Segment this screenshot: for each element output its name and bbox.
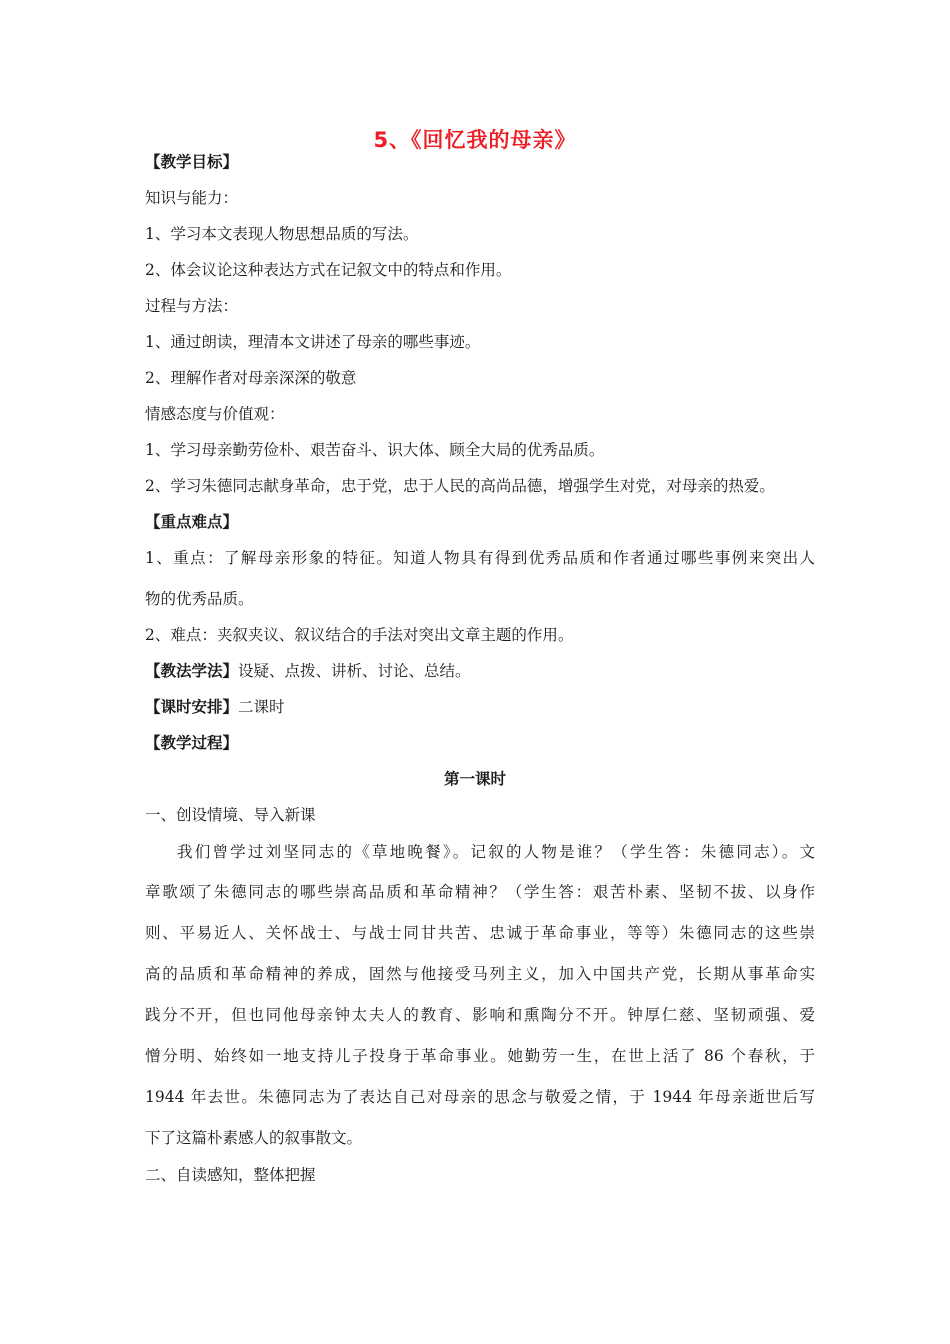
lesson-1-heading: 第一课时 [443, 770, 506, 788]
intro-paragraph-line-6: 憎分明、始终如一地支持儿子投身于革命事业。她勤劳一生，在世上活了 86 个春秋，于 [145, 1047, 815, 1065]
schedule-heading: 【课时安排】 [145, 698, 239, 716]
intro-paragraph-line-5: 践分不开，但也同他母亲钟太夫人的教育、影响和熏陶分不开。钟厚仁慈、坚韧顽强、爱 [145, 1006, 815, 1024]
methods-heading: 【教法学法】 [145, 662, 239, 680]
procedure-heading: 【教学过程】 [145, 734, 239, 752]
process-item-1: 1、通过朗读，理清本文讲述了母亲的哪些事迹。 [145, 333, 481, 351]
keypoint-item-1-line-1: 1、重点：了解母亲形象的特征。知道人物具有得到优秀品质和作者通过哪些事例来突出人 [145, 549, 815, 567]
emotion-heading: 情感态度与价值观： [145, 405, 285, 423]
intro-paragraph-line-2: 章歌颂了朱德同志的哪些崇高品质和革命精神？（学生答：艰苦朴素、坚韧不拔、以身作 [145, 883, 815, 901]
keypoint-item-1-line-2: 物的优秀品质。 [145, 590, 254, 608]
intro-paragraph-line-8: 下了这篇朴素感人的叙事散文。 [145, 1129, 363, 1147]
emotion-item-1: 1、学习母亲勤劳俭朴、艰苦奋斗、识大体、顾全大局的优秀品质。 [145, 441, 605, 459]
knowledge-item-1: 1、学习本文表现人物思想品质的写法。 [145, 225, 419, 243]
document-title: 5、《回忆我的母亲》 [373, 128, 577, 152]
emotion-item-2: 2、学习朱德同志献身革命，忠于党，忠于人民的高尚品德，增强学生对党，对母亲的热爱。 [145, 477, 775, 495]
keypoints-heading: 【重点难点】 [145, 513, 239, 531]
intro-paragraph-line-7: 1944 年去世。朱德同志为了表达自己对母亲的思念与敬爱之情，于 1944 年母亲逝世后写 [145, 1088, 815, 1106]
knowledge-item-2: 2、体会议论这种表达方式在记叙文中的特点和作用。 [145, 261, 512, 279]
methods-text: 设疑、点拨、讲析、讨论、总结。 [238, 662, 471, 680]
process-heading: 过程与方法： [145, 297, 239, 315]
keypoint-item-2: 2、难点：夹叙夹议、叙议结合的手法对突出文章主题的作用。 [145, 626, 574, 644]
intro-paragraph-line-3: 则、平易近人、关怀战士、与战士同甘共苦、忠诚于革命事业，等等）朱德同志的这些崇 [145, 924, 815, 942]
methods-line [145, 660, 815, 682]
schedule-line [145, 696, 815, 718]
intro-paragraph-line-4: 高的品质和革命精神的养成，固然与他接受马列主义，加入中国共产党，长期从事革命实 [145, 965, 815, 983]
intro-paragraph-line-1: 我们曾学过刘坚同志的《草地晚餐》。记叙的人物是谁？（学生答：朱德同志）。文 [177, 843, 815, 861]
knowledge-heading: 知识与能力： [145, 189, 239, 207]
process-item-2: 2、理解作者对母亲深深的敬意 [145, 369, 357, 387]
objectives-heading: 【教学目标】 [145, 153, 239, 171]
schedule-text: 二课时 [238, 698, 285, 716]
step-1-heading: 一、创设情境、导入新课 [145, 806, 316, 824]
step-2-heading: 二、自读感知，整体把握 [145, 1166, 316, 1184]
